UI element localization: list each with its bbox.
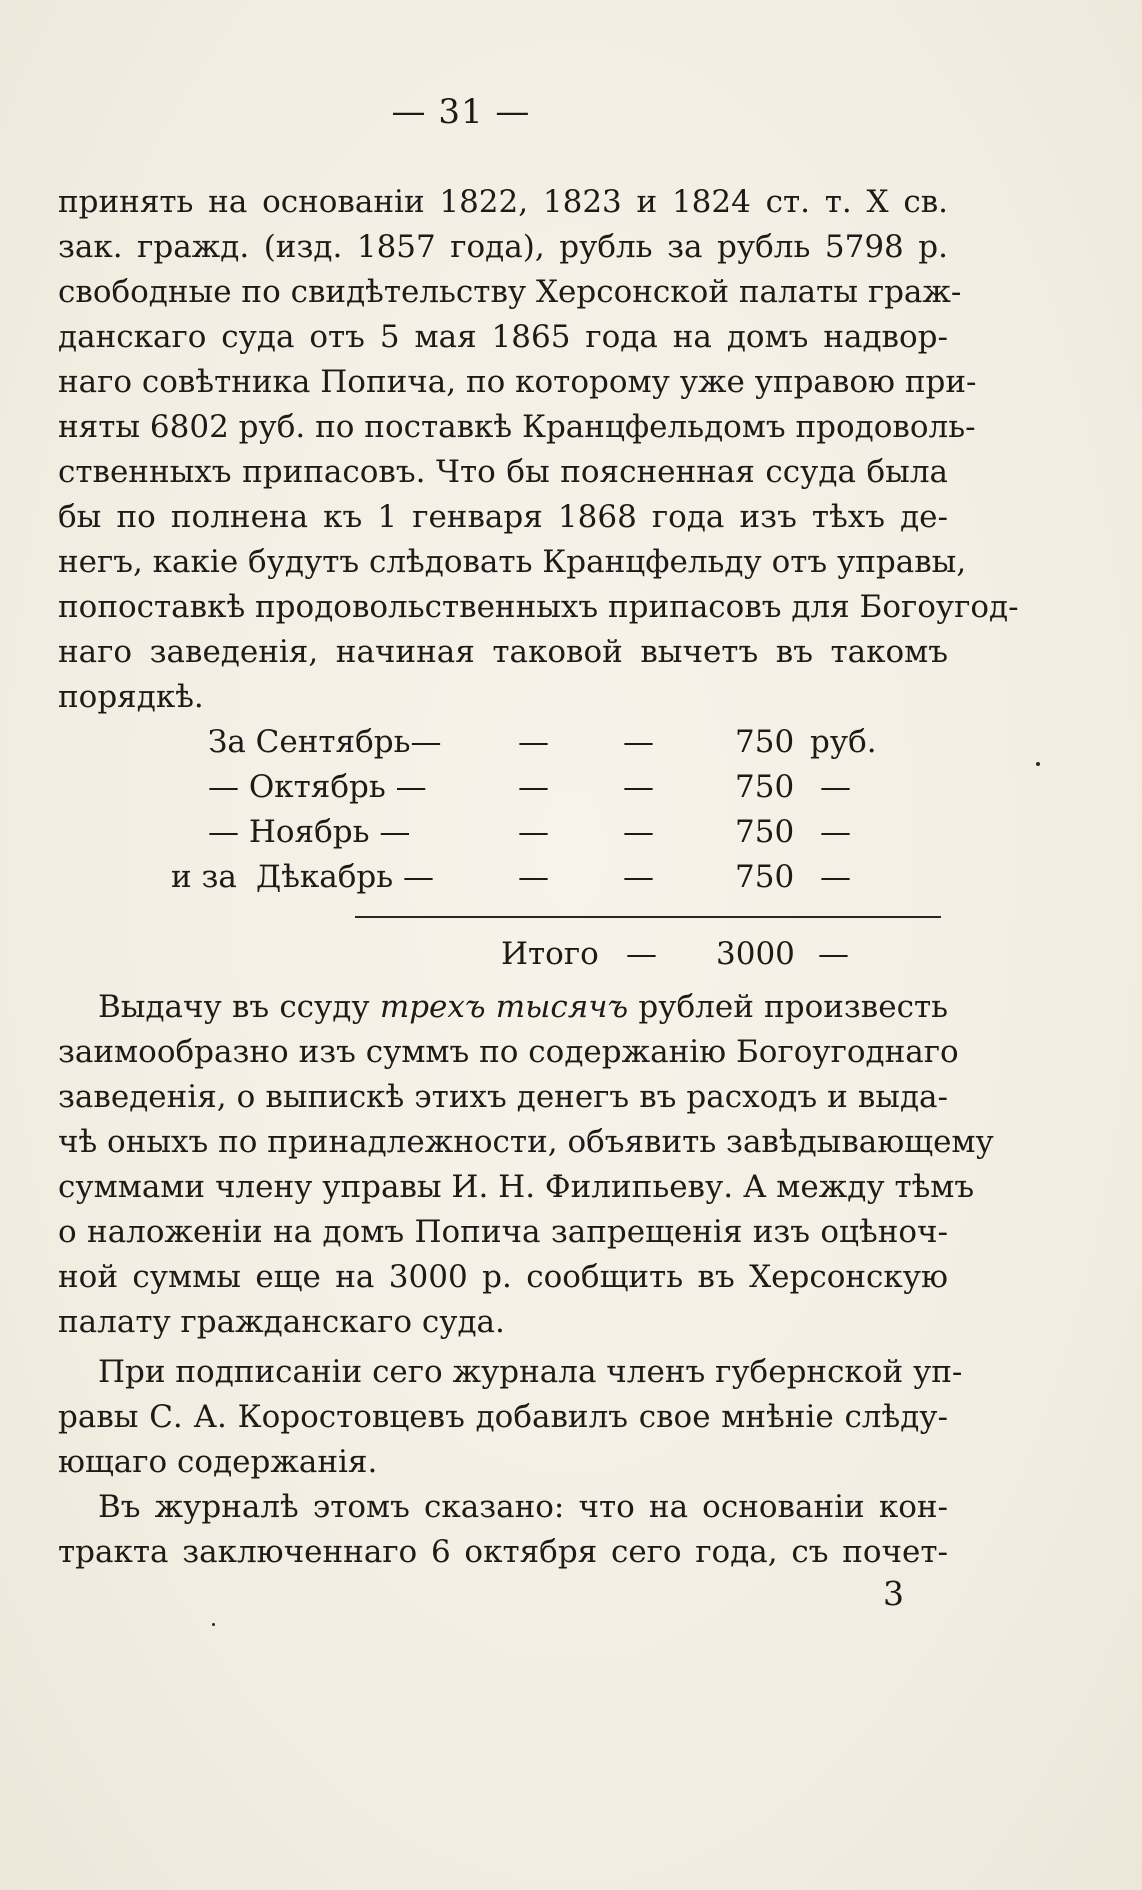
- amount: 750: [735, 724, 795, 760]
- dash: —: [518, 814, 549, 850]
- text-line: равы С. А. Коростовцевъ добавилъ свое мнѣнiе слѣду-: [58, 1399, 948, 1435]
- unit: —: [820, 814, 851, 850]
- ink-speck: [212, 1623, 215, 1626]
- month-prefix: и за: [171, 859, 237, 895]
- text-line: суммами члену управы И. Н. Филипьеву. А между тѣмъ: [58, 1169, 975, 1205]
- unit: руб.: [810, 724, 877, 760]
- month-label: — Ноябрь —: [208, 814, 411, 850]
- dash: —: [623, 814, 654, 850]
- amount: 750: [735, 814, 795, 850]
- payment-schedule: [58, 720, 948, 900]
- schedule-row: [58, 765, 948, 810]
- unit: —: [820, 859, 851, 895]
- signature-mark: 3: [883, 1574, 904, 1613]
- schedule-row: [58, 720, 948, 765]
- unit: —: [820, 769, 851, 805]
- dash: —: [626, 936, 657, 972]
- month-label: За Сентябрь—: [208, 724, 442, 760]
- text-line: тракта заключеннаго 6 октября сего года, съ почет-: [58, 1534, 948, 1570]
- page-number: — 31 —: [391, 92, 531, 132]
- text-line: наго заведенiя, начиная таковой вычетъ въ такомъ: [58, 634, 948, 670]
- text-line: попоставкѣ продовольственныхъ припасовъ для Богоугод-: [58, 589, 1019, 625]
- text-line: При подписанiи сего журнала членъ губернской уп-: [98, 1354, 963, 1390]
- amount: 750: [735, 859, 795, 895]
- schedule-row: [58, 810, 948, 855]
- text-line: данскаго суда отъ 5 мая 1865 года на домъ надвор-: [58, 319, 948, 355]
- dash: —: [623, 769, 654, 805]
- text-line: бы по полнена къ 1 генваря 1868 года изъ тѣхъ де-: [58, 499, 948, 535]
- dash: —: [623, 859, 654, 895]
- schedule-row: [58, 855, 948, 900]
- text-line: наго совѣтника Попича, по которому уже управою при-: [58, 364, 977, 400]
- text-line: чѣ оныхъ по принадлежности, объявить завѣдывающему: [58, 1124, 994, 1160]
- text-line: зак. гражд. (изд. 1857 года), рубль за рубль 5798 р.: [58, 229, 948, 265]
- total-amount: 3000: [716, 936, 795, 972]
- text-line: [58, 985, 948, 1030]
- text-line: свободные по свидѣтельству Херсонской палаты граж-: [58, 274, 962, 310]
- text-line: ющаго содержанiя.: [58, 1444, 378, 1480]
- text-line: ственныхъ припасовъ. Что бы поясненная ссуда была: [58, 454, 948, 490]
- schedule-total: [58, 932, 948, 977]
- paragraph-3: [58, 1350, 963, 1485]
- paragraph-4: [58, 1485, 948, 1575]
- text-run: Выдачу въ ссуду: [98, 989, 380, 1025]
- text-line: заимообразно изъ суммъ по содержанiю Богоугоднаго: [58, 1034, 959, 1070]
- dash: —: [518, 724, 549, 760]
- dash: —: [623, 724, 654, 760]
- text-line: ной суммы еще на 3000 р. сообщить въ Херсонскую: [58, 1259, 948, 1295]
- paragraph-1: [58, 180, 1019, 720]
- month-label: — Октябрь —: [208, 769, 427, 805]
- text-run: рублей произвесть: [628, 989, 948, 1025]
- paragraph-2: [58, 985, 994, 1345]
- dash: —: [818, 936, 849, 972]
- text-line: Въ журналѣ этомъ сказано: что на основанiи кон-: [98, 1489, 948, 1525]
- dash: —: [518, 859, 549, 895]
- text-line: палату гражданскаго суда.: [58, 1304, 505, 1340]
- sum-rule: [355, 916, 941, 918]
- text-line: няты 6802 руб. по поставкѣ Кранцфельдомъ продоволь-: [58, 409, 976, 445]
- dash: —: [518, 769, 549, 805]
- text-line: принять на основанiи 1822, 1823 и 1824 ст. т. X св.: [58, 184, 948, 220]
- amount: 750: [735, 769, 795, 805]
- text-line: порядкѣ.: [58, 679, 204, 715]
- ink-speck: [1036, 762, 1040, 766]
- text-line: негъ, какiе будутъ слѣдовать Кранцфельду отъ управы,: [58, 544, 967, 580]
- total-label: Итого: [501, 936, 599, 972]
- month-label: Дѣкабрь —: [256, 859, 434, 895]
- text-line: о наложенiи на домъ Попича запрещенiя изъ оцѣноч-: [58, 1214, 948, 1250]
- text-line: заведенiя, о выпискѣ этихъ денегъ въ расходъ и выда-: [58, 1079, 948, 1115]
- italic-run: трехъ тысячъ: [379, 989, 629, 1025]
